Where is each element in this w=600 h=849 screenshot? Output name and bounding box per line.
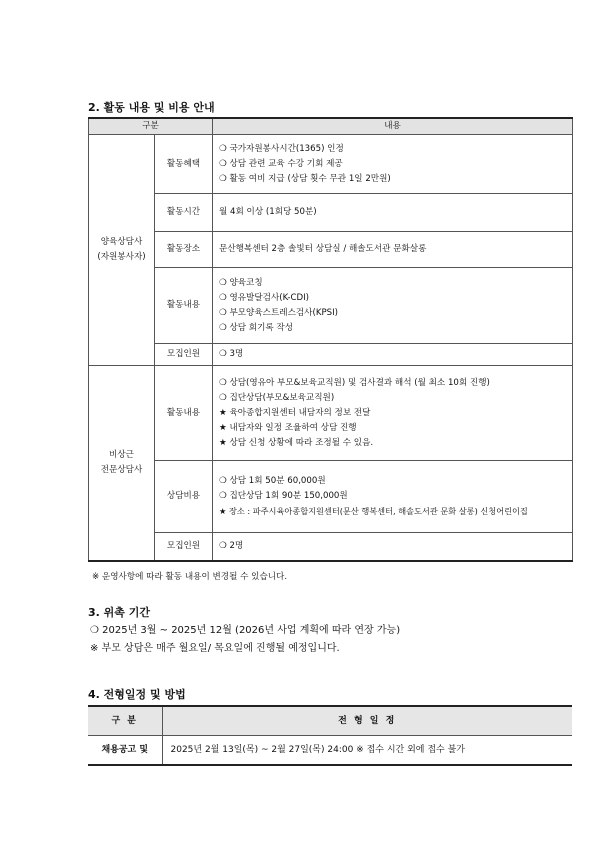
row-content: 월 4회 이상 (1회당 50분) — [213, 194, 573, 232]
section-3-note: ※ 부모 상담은 매주 월요일/ 목요일에 진행될 예정입니다. — [90, 643, 340, 654]
header-category: 구분 — [89, 118, 213, 135]
row-content: ❍ 국가자원봉사시간(1365) 인정 ❍ 상담 관련 교육 수강 기회 제공 ❍ 활동 여비 지급 (상담 횟수 무관 1일 2만원) — [213, 135, 573, 194]
section-3-heading: 3. 위촉 기간 — [88, 606, 150, 619]
row-label: 활동내용 — [155, 366, 213, 461]
schedule-row-value: 2025년 2월 13일(목) ~ 2월 27일(목) 24:00 ※ 접수 시간 외에 접수 불가 — [162, 736, 572, 766]
row-content: ❍ 3명 — [213, 344, 573, 366]
row-content: ❍ 상담 1회 50분 60,000원 ❍ 집단상담 1회 90분 150,000원 ★ 장소 : 파주시육아종합지원센터(문산 행복센터, 해솔도서관 문화 살롱) 신청어린이집 — [213, 461, 573, 533]
section-2-note: ※ 운영사항에 따라 활동 내용이 변경될 수 있습니다. — [92, 572, 288, 582]
row-label: 모집인원 — [155, 344, 213, 366]
activity-table — [88, 117, 573, 562]
row-label: 활동시간 — [155, 194, 213, 232]
category-volunteer: 양육상담사 (자원봉사자) — [89, 135, 155, 366]
row-label: 활동내용 — [155, 268, 213, 344]
row-content: ❍ 양육코칭 ❍ 영유발달검사(K-CDI) ❍ 부모양육스트레스검사(KPSI) ❍ 상담 회기록 작성 — [213, 268, 573, 344]
section-3-period: ❍ 2025년 3월 ~ 2025년 12월 (2026년 사업 계획에 따라 연장 가능) — [90, 625, 401, 636]
row-content: ❍ 상담(영유아 부모&보육교직원) 및 검사결과 해석 (월 최소 10회 진행) ❍ 집단상담(부모&보육교직원) ★ 육아종합지원센터 내담자의 정보 전달 ★ 내담자와 일정 조율하여 상담 진행 ★ 상담 신청 상황에 따라 조정될 수 있음. — [213, 366, 573, 461]
row-label: 상담비용 — [155, 461, 213, 533]
row-content: 문산행복센터 2층 솔빛터 상담실 / 해솔도서관 문화살롱 — [213, 232, 573, 268]
row-label: 활동장소 — [155, 232, 213, 268]
category-counselor: 비상근 전문상담사 — [89, 366, 155, 561]
section-4-heading: 4. 전형일정 및 방법 — [88, 688, 186, 701]
schedule-header-schedule: 전 형 일 정 — [162, 706, 572, 736]
schedule-table — [88, 705, 572, 766]
schedule-row-label: 채용공고 및 — [88, 736, 162, 766]
row-content: ❍ 2명 — [213, 533, 573, 561]
header-content: 내용 — [213, 118, 573, 135]
section-2-heading: 2. 활동 내용 및 비용 안내 — [88, 101, 215, 114]
row-label: 활동혜택 — [155, 135, 213, 194]
row-label: 모집인원 — [155, 533, 213, 561]
schedule-header-category: 구 분 — [88, 706, 162, 736]
